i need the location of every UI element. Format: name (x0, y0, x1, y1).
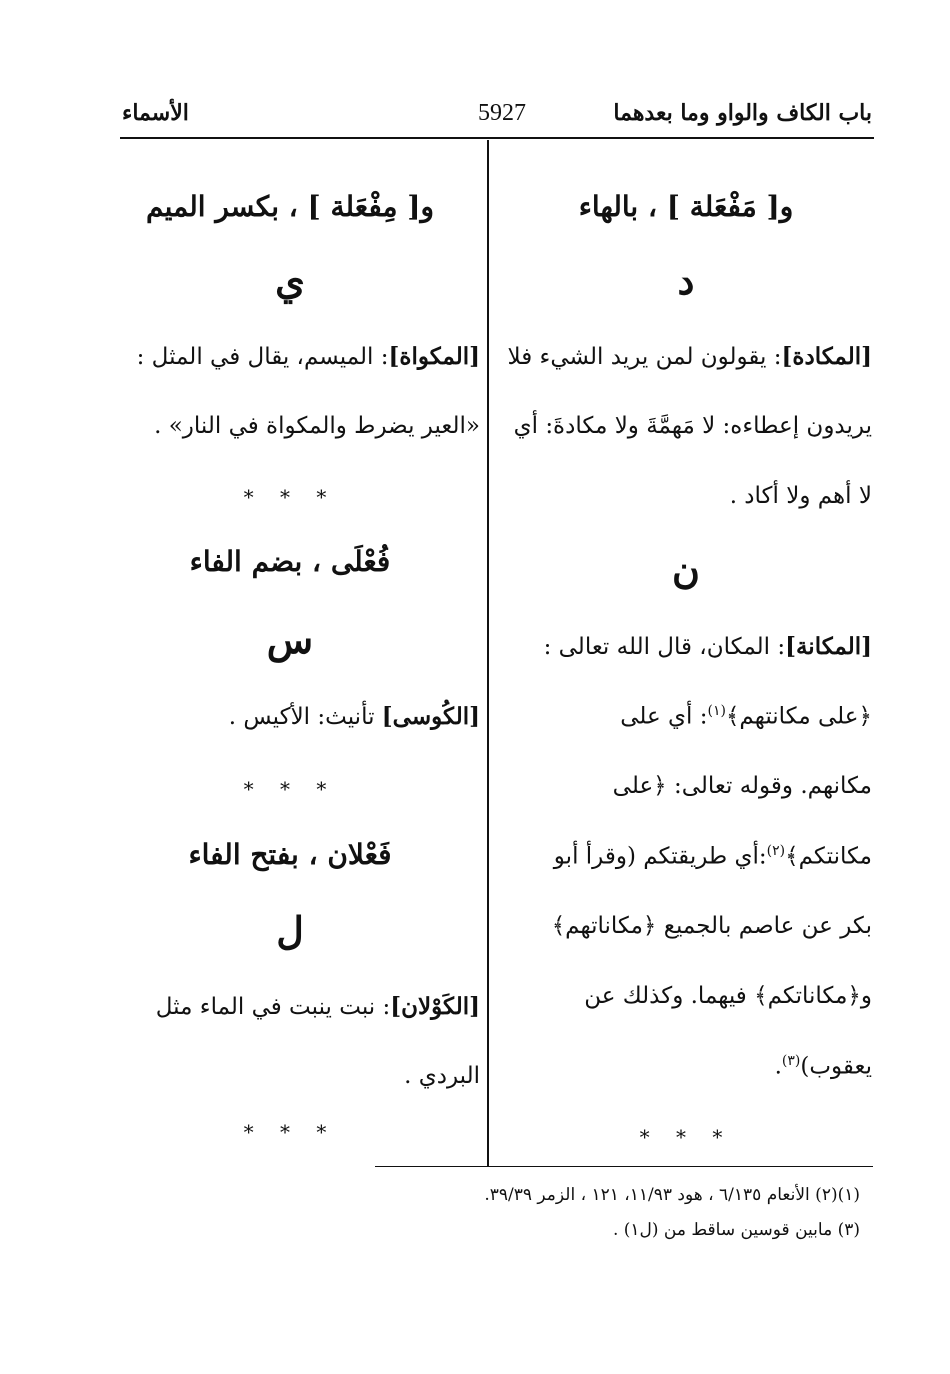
entry-kawlan-line1: [الكَوْلان]: نبت ينبت في الماء مثل (155, 993, 480, 1020)
entry-mikwah-line1: [المكواة]: الميسم، يقال في المثل : (136, 343, 480, 370)
footnote-rule (375, 1166, 873, 1167)
footnote-1-2: (١)(٢) الأنعام ٦/١٣٥ ، هود ١١/٩٣، ١٢١ ، الزمر ٣٩/٣٩. (484, 1185, 860, 1205)
section-heading-mifala: و[ مِفْعَلة ] ، بكسر الميم (145, 190, 434, 223)
entry-makana-line3: مكانهم. وقوله تعالى: ﴿على (612, 773, 872, 799)
running-head-section: الأسماء (122, 100, 189, 126)
entry-makana-line4: مكانتكم﴾$^{(٢)}$:أي طريقتكم (وقرأ أبو (553, 843, 872, 870)
entry-term-makada: [المكادة] (781, 343, 872, 370)
section-separator: * * * (243, 777, 337, 801)
letter-heading-lam: ل (276, 908, 304, 953)
footnote-ref-1: (١) (707, 703, 726, 719)
letter-heading-ya: ي (275, 258, 305, 303)
section-heading-falan: فَعْلان ، بفتح الفاء (188, 838, 392, 871)
header-rule (120, 137, 874, 139)
section-separator: * * * (243, 1120, 337, 1144)
section-separator: * * * (243, 485, 337, 509)
entry-term-kusa: [الكُوسى] (381, 703, 480, 730)
entry-term-kawlan: [الكَوْلان] (390, 993, 480, 1020)
running-head-chapter: باب الكاف والواو وما بعدهما (613, 100, 872, 126)
entry-makana-line2: ﴿على مكانتهم﴾$^{(١)}$: أي على (620, 703, 872, 730)
entry-makada-line3: لا أهم ولا أكاد . (729, 483, 872, 509)
entry-term-mikwah: [المكواة] (388, 343, 480, 370)
section-heading-fula: فُعْلَى ، بضم الفاء (189, 545, 391, 578)
entry-mikwah-line2: «العير يضرط والمكواة في النار» . (154, 413, 480, 439)
page-number: 5927 (478, 100, 526, 126)
letter-heading-nun: ن (672, 547, 700, 592)
column-divider (487, 140, 489, 1166)
entry-makana-line5: بكر عن عاصم بالجميع ﴿مكاناتهم﴾ (551, 913, 872, 939)
footnote-ref-2: (٢) (766, 843, 786, 859)
footnote-ref-3: (٣) (781, 1053, 801, 1069)
entry-makana-line6: و﴿مكاناتكم﴾ فيهما. وكذلك عن (584, 983, 872, 1009)
section-heading-mafala: و[ مَفْعَلة ] ، بالهاء (578, 190, 794, 223)
letter-heading-dal: د (677, 258, 695, 303)
entry-kusa: [الكُوسى] تأنيث: الأكيس . (228, 703, 480, 730)
entry-term-makana: [المكانة] (785, 633, 872, 660)
entry-makana-line1: [المكانة]: المكان، قال الله تعالى : (543, 633, 872, 660)
entry-kawlan-line2: البردي . (404, 1063, 480, 1089)
entry-makana-line7: يعقوب)$^{(٣)}$. (774, 1053, 872, 1080)
section-separator: * * * (639, 1125, 733, 1149)
letter-heading-sin: س (266, 617, 314, 662)
entry-makada-line1: [المكادة]: يقولون لمن يريد الشيء فلا (507, 343, 872, 370)
entry-makada-line2: يريدون إعطاءه: لا مَهمَّةَ ولا مكادةَ: أي (513, 413, 872, 439)
footnote-3: (٣) مابين قوسين ساقط من (ل١) . (612, 1220, 860, 1240)
